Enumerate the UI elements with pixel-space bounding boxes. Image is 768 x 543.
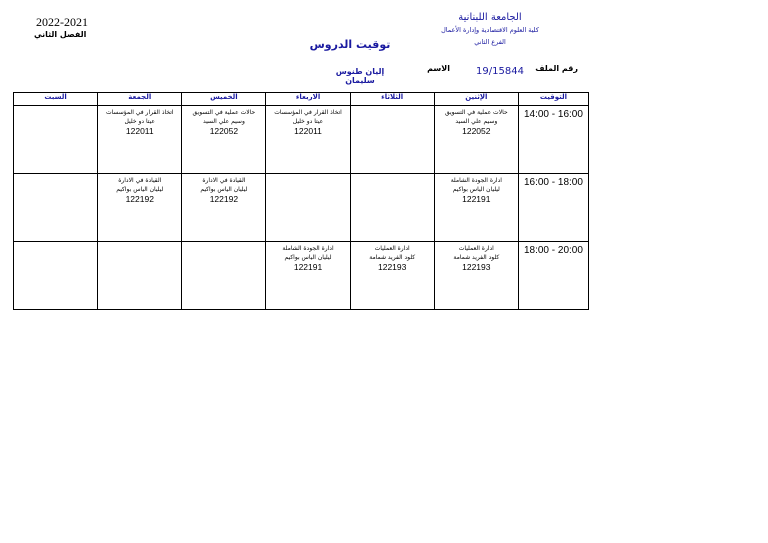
cell-thursday [182, 174, 266, 242]
cell-tuesday [350, 106, 434, 174]
course-code: 122191 [462, 194, 491, 204]
teacher-name: ليليان الياس بواكيم [200, 186, 248, 193]
file-number-label: رقم الملف [535, 64, 578, 73]
table-row [14, 174, 589, 242]
course-code: 122011 [294, 126, 322, 136]
course-entry [182, 174, 265, 205]
course-code: 122192 [125, 194, 154, 204]
course-title: حالات عملية في التسويق [192, 109, 256, 116]
time-slot: 16:00 - 14:00 [518, 106, 588, 174]
course-title: القيادة في الادارة [202, 177, 246, 184]
course-title: اتخاذ القرار في المؤسسات [105, 109, 174, 116]
student-name-value: إليان طنوس سليمان [335, 67, 385, 85]
cell-saturday [14, 106, 98, 174]
teacher-name: عيتا دو خليل [292, 118, 324, 125]
cell-friday [98, 106, 182, 174]
academic-year: 2022-2021 [36, 15, 88, 29]
teacher-name: كلود الفريد شمامة [453, 254, 500, 261]
course-title: ادارة العمليات [374, 245, 410, 252]
course-code: 122052 [209, 126, 239, 136]
course-entry [98, 106, 181, 137]
header-wednesday: الاربعاء [266, 93, 350, 106]
cell-wednesday [266, 242, 350, 310]
course-code: 122193 [377, 262, 407, 272]
course-code: 122011 [125, 126, 154, 136]
header-monday: الإثنين [434, 93, 518, 106]
course-title: ادارة الجودة الشاملة [450, 177, 502, 184]
cell-friday [98, 174, 182, 242]
course-entry [435, 106, 518, 137]
table-row [14, 242, 589, 310]
header-thursday: الخميس [182, 93, 266, 106]
header-friday: الجمعة [98, 93, 182, 106]
course-title: ادارة الجودة الشاملة [282, 245, 334, 252]
course-title: ادارة العمليات [458, 245, 494, 252]
page-title: توقيت الدروس [309, 38, 391, 51]
time-slot: 18:00 - 16:00 [518, 174, 588, 242]
course-entry [435, 242, 518, 273]
table-row [14, 106, 589, 174]
cell-friday [98, 242, 182, 310]
course-code: 122192 [209, 194, 239, 204]
course-title: حالات عملية في التسويق [444, 109, 508, 116]
cell-monday [434, 106, 518, 174]
teacher-name: عيتا دو خليل [124, 118, 155, 125]
course-title: اتخاذ القرار في المؤسسات [274, 109, 342, 116]
course-entry [435, 174, 518, 205]
time-slot: 20:00 - 18:00 [518, 242, 588, 310]
branch-name: الفرع الثاني [474, 38, 506, 46]
course-code: 122193 [462, 262, 491, 272]
teacher-name: ليليان الياس بواكيم [284, 254, 332, 261]
teacher-name: ليليان الياس بواكيم [452, 186, 500, 193]
teacher-name: ليليان الياس بواكيم [116, 186, 164, 193]
course-entry [266, 106, 349, 137]
teacher-name: وسيم علي السيد [202, 118, 245, 125]
schedule-header-row [14, 93, 589, 106]
course-code: 122191 [293, 262, 323, 272]
cell-monday [434, 242, 518, 310]
course-entry [351, 242, 434, 273]
header-tuesday: الثلاثاء [350, 93, 434, 106]
cell-saturday [14, 174, 98, 242]
cell-wednesday [266, 106, 350, 174]
teacher-name: كلود الفريد شمامة [369, 254, 416, 261]
header-saturday: السبت [14, 93, 98, 106]
cell-tuesday [350, 242, 434, 310]
file-number-value: 19/15844 [476, 66, 524, 77]
student-name-label: الاسم [427, 64, 450, 73]
cell-saturday [14, 242, 98, 310]
cell-tuesday [350, 174, 434, 242]
course-title: القيادة في الادارة [118, 177, 162, 184]
course-entry [266, 242, 349, 273]
faculty-name: كلية العلوم الاقتصادية وإدارة الأعمال [441, 26, 539, 34]
cell-wednesday [266, 174, 350, 242]
course-entry [98, 174, 181, 205]
cell-thursday [182, 106, 266, 174]
course-entry [182, 106, 265, 137]
header-time: التوقيت [518, 93, 588, 106]
course-code: 122052 [462, 126, 491, 136]
teacher-name: وسيم علي السيد [455, 118, 498, 125]
cell-thursday [182, 242, 266, 310]
university-name: الجامعة اللبنانية [458, 12, 522, 23]
semester-label: الفصل الثاني [34, 30, 87, 39]
cell-monday [434, 174, 518, 242]
schedule-table [13, 92, 589, 310]
